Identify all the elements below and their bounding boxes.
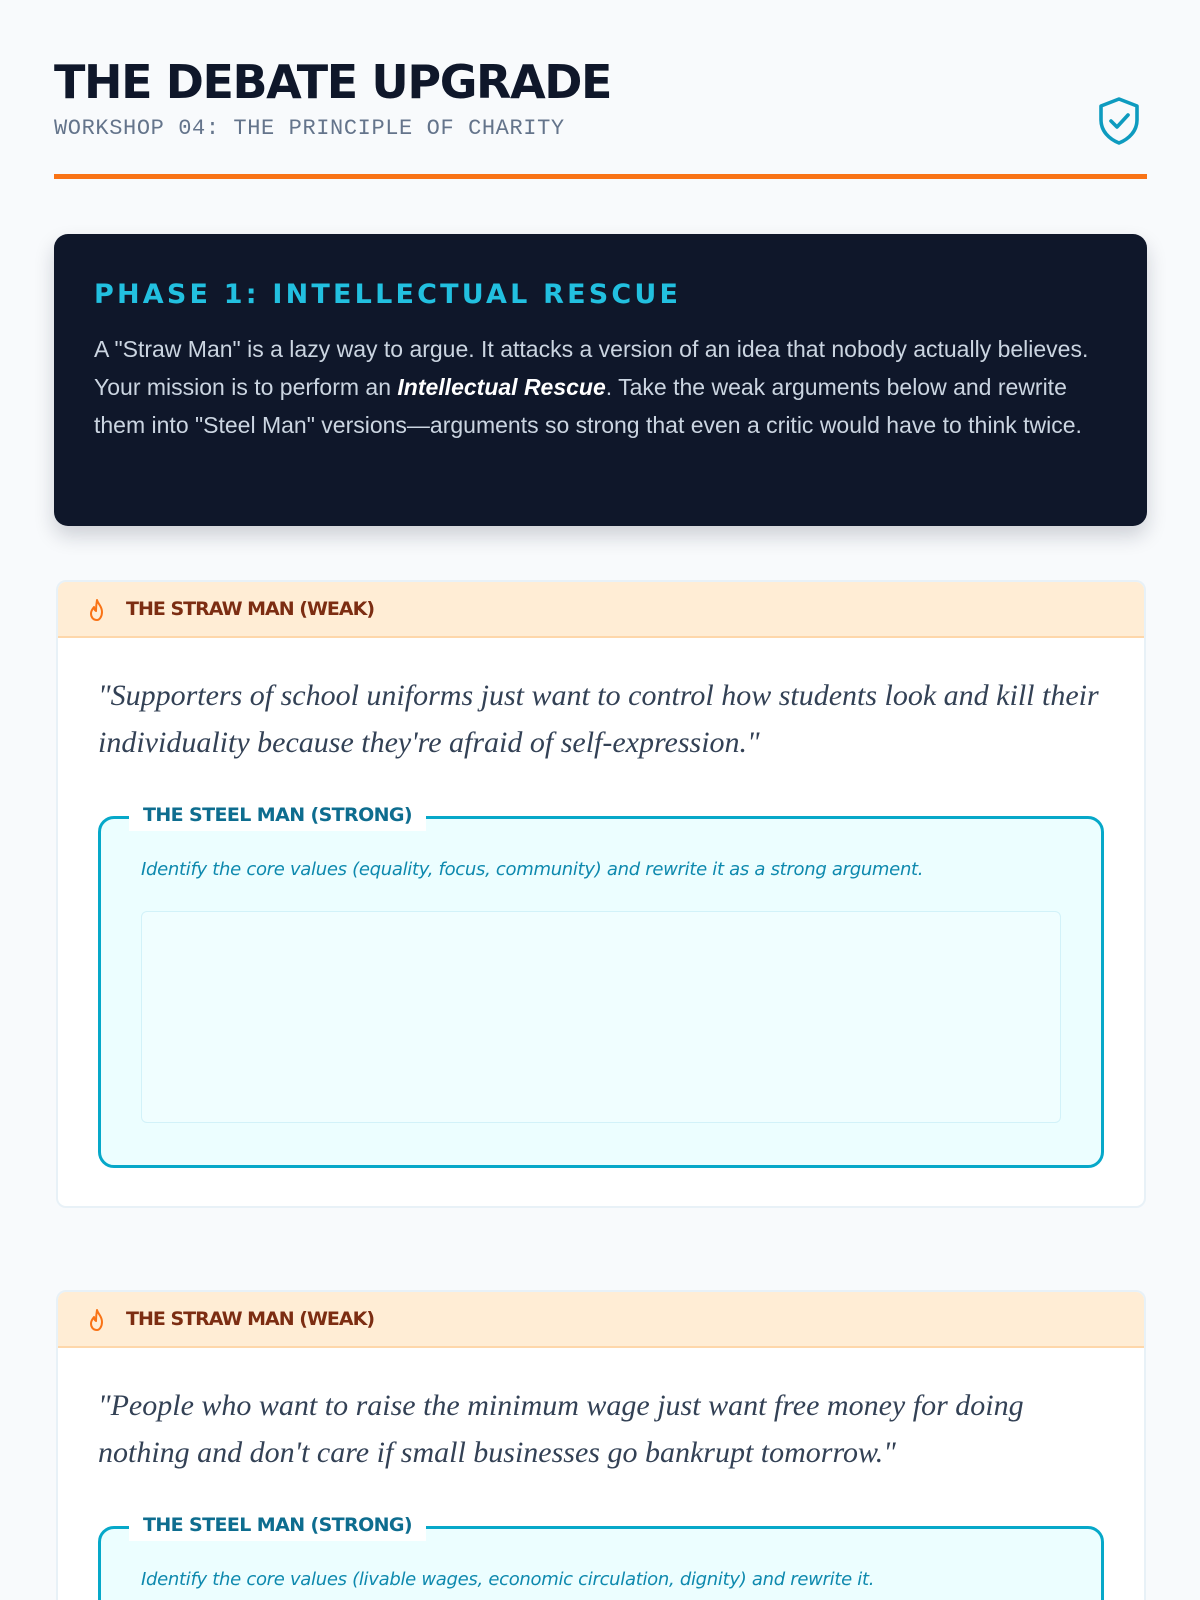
steel-man-answer-field[interactable]	[141, 911, 1061, 1123]
steel-man-hint: Identify the core values (equality, focus, community) and rewrite it as a strong argument.	[141, 859, 924, 880]
intro-heading: PHASE 1: INTELLECTUAL RESCUE	[94, 279, 682, 310]
steel-man-hint: Identify the core values (livable wages, economic circulation, dignity) and rewrite it.	[141, 1569, 875, 1590]
steel-man-label: THE STEEL MAN (STRONG)	[129, 1509, 426, 1541]
page-title: THE DEBATE UPGRADE	[54, 55, 612, 109]
steel-man-box	[98, 1514, 1104, 1600]
straw-man-label: THE STRAW MAN (WEAK)	[126, 1308, 375, 1330]
steel-man-label: THE STEEL MAN (STRONG)	[129, 799, 426, 831]
flame-icon	[86, 1308, 108, 1332]
exercise-card-2	[56, 1290, 1146, 1600]
shield-check-icon	[1097, 96, 1141, 146]
flame-icon	[86, 598, 108, 622]
intro-emphasis: Intellectual Rescue	[397, 374, 606, 400]
page-subtitle: WORKSHOP 04: THE PRINCIPLE OF CHARITY	[54, 116, 565, 141]
exercise-card-1	[56, 580, 1146, 1208]
intro-text-start: A "Straw Man" is a lazy way to argue. It attacks a version of an idea that nobody actually believes. Your mission is to perform an	[94, 336, 1089, 400]
straw-man-quote: "People who want to raise the minimum wage just want free money for doing nothing and don't care if small businesses go bankrupt tomorrow."	[98, 1389, 1024, 1469]
steel-man-box	[98, 804, 1104, 1168]
intro-text-end: . Take the weak arguments below and rewrite them into "Steel Man" versions—arguments so strong that even a critic would have to think twice.	[94, 374, 1082, 438]
straw-man-quote: "Supporters of school uniforms just want to control how students look and kill their individuality because they're afraid of self-expression."	[98, 679, 1099, 759]
straw-man-label: THE STRAW MAN (WEAK)	[126, 598, 375, 620]
intro-panel	[54, 234, 1147, 526]
intro-text	[94, 330, 1107, 444]
straw-man-header	[58, 582, 1144, 638]
page-header	[54, 0, 1147, 180]
straw-man-header	[58, 1292, 1144, 1348]
header-divider	[54, 174, 1147, 179]
